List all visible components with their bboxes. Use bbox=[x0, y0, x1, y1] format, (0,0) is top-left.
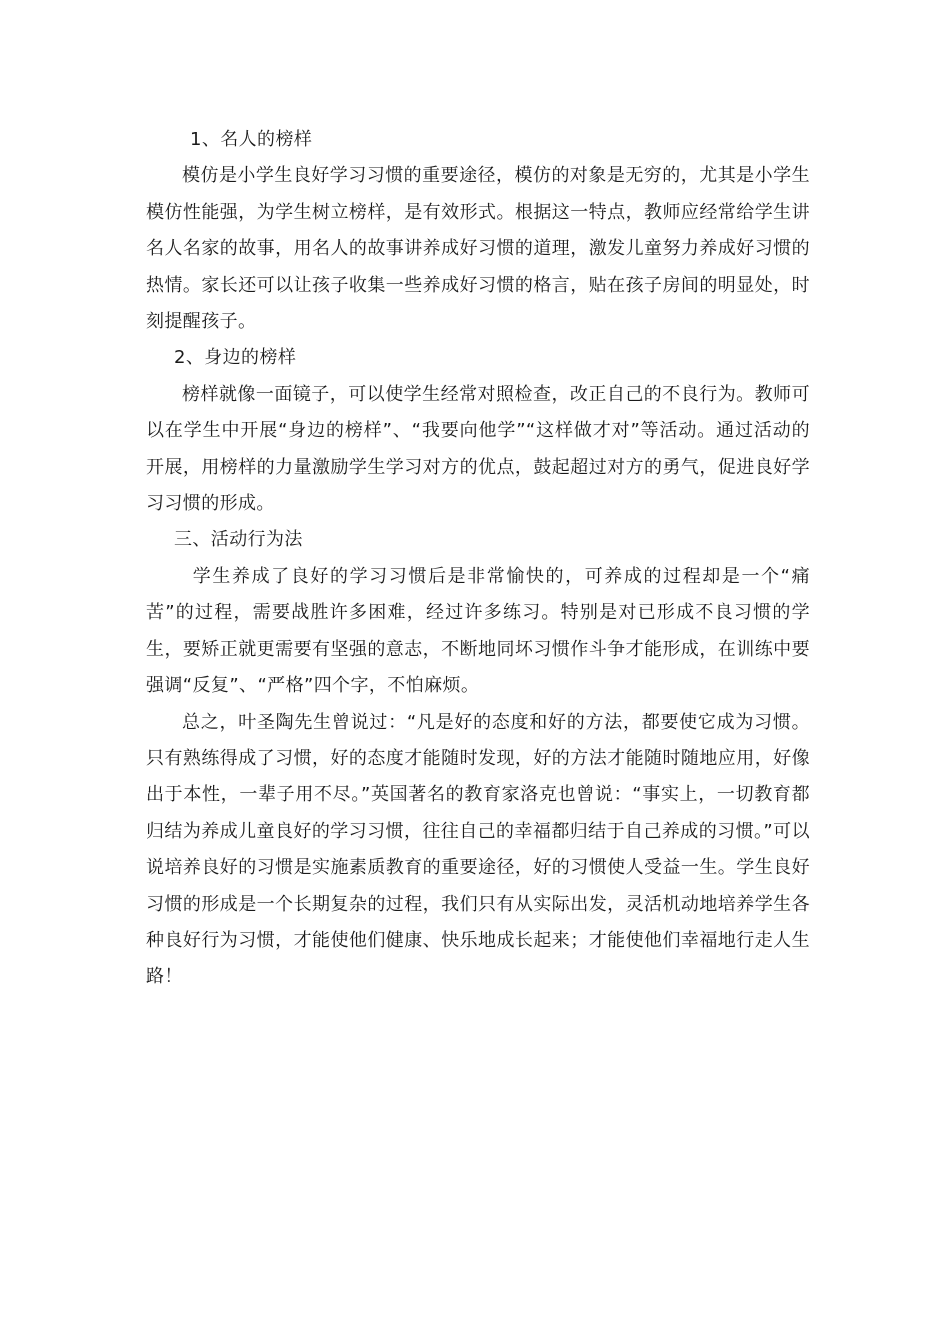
section-heading-2: 2、身边的榜样 bbox=[174, 347, 297, 369]
paragraph-activity-method: 学生养成了良好的学习习惯后是非常愉快的，可养成的过程却是一个“痛苦”的过程，需要战胜许多困难，经过许多练习。特别是对已形成不良习惯的学生，要矫正就更需要有坚强的意志，不断地同坏习惯作斗争才能形成，在训练中要强调“反复”、“严格”四个字，不怕麻烦。 bbox=[146, 565, 810, 697]
section-heading-3: 三、活动行为法 bbox=[174, 529, 303, 551]
paragraph-nearby-examples: 榜样就像一面镜子，可以使学生经常对照检查，改正自己的不良行为。教师可以在学生中开展“身边的榜样”、“我要向他学”“这样做才对”等活动。通过活动的开展，用榜样的力量激励学生学习对方的优点，鼓起超过对方的勇气，促进良好学习习惯的形成。 bbox=[146, 383, 810, 515]
paragraph-famous-examples: 模仿是小学生良好学习习惯的重要途径，模仿的对象是无穷的，尤其是小学生模仿性能强，为学生树立榜样，是有效形式。根据这一特点，教师应经常给学生讲名人名家的故事，用名人的故事讲养成好习惯的道理，激发儿童努力养成好习惯的热情。家长还可以让孩子收集一些养成好习惯的格言，贴在孩子房间的明显处，时刻提醒孩子。 bbox=[146, 165, 810, 333]
document-body bbox=[146, 122, 810, 996]
section-heading-1: 1、名人的榜样 bbox=[190, 129, 313, 150]
paragraph-conclusion: 总之，叶圣陶先生曾说过：“凡是好的态度和好的方法，都要使它成为习惯。只有熟练得成了习惯，好的态度才能随时发现，好的方法才能随时随地应用，好像出于本性，一辈子用不尽。”英国著名的教育家洛克也曾说：“事实上，一切教育都归结为养成儿童良好的学习习惯，往往自己的幸福都归结于自己养成的习惯。”可以说培养良好的习惯是实施素质教育的重要途径，好的习惯使人受益一生。学生良好习惯的形成是一个长期复杂的过程，我们只有从实际出发，灵活机动地培养学生各种良好行为习惯，才能使他们健康、快乐地成长起来；才能使他们幸福地行走人生路！ bbox=[146, 711, 810, 988]
